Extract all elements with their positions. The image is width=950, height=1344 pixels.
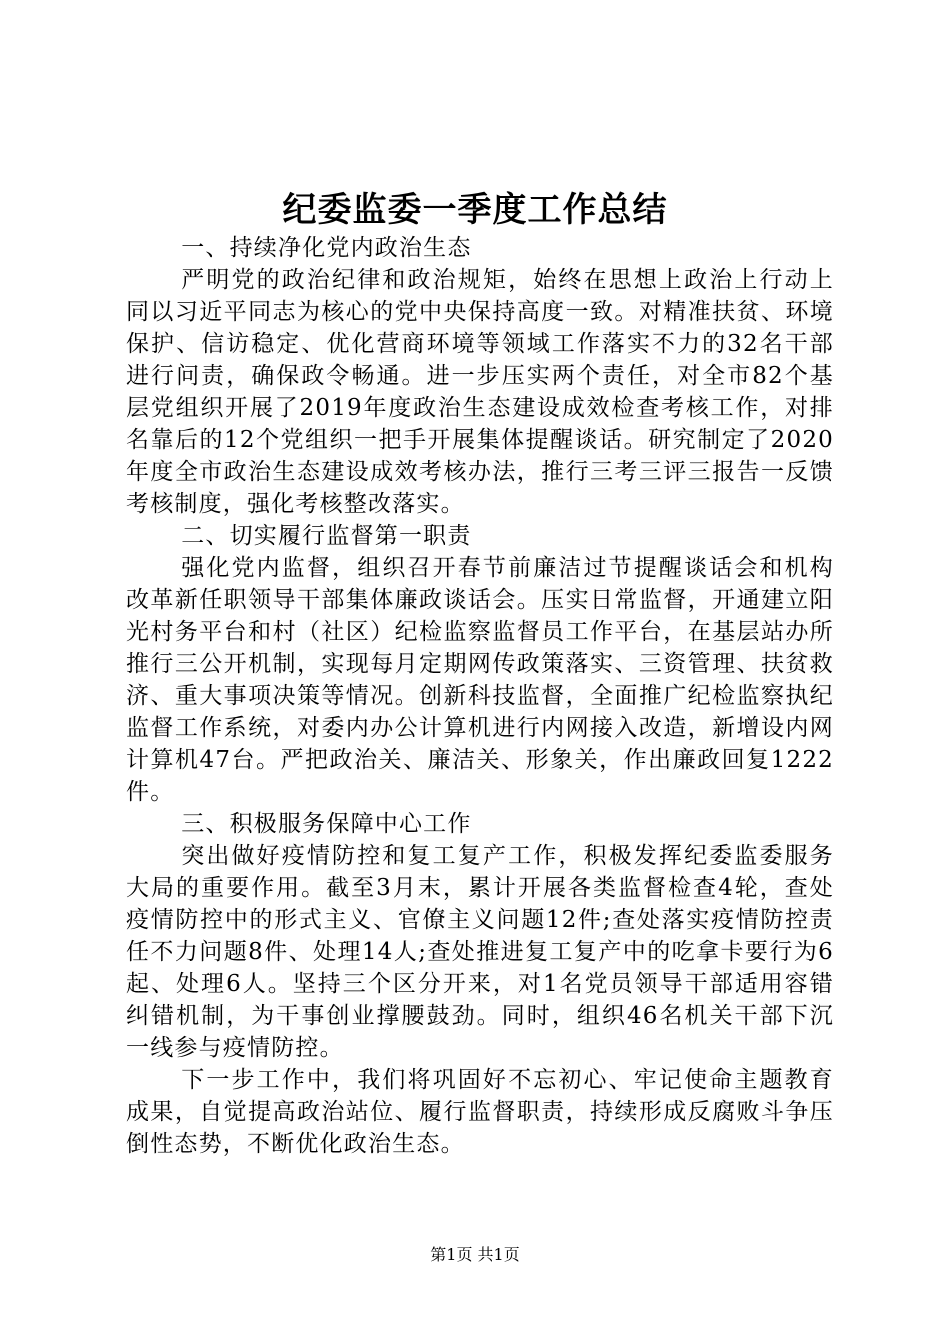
section-2-paragraph-1: 强化党内监督，组织召开春节前廉洁过节提醒谈话会和机构改革新任职领导干部集体廉政谈话会。压实日常监督，开通建立阳光村务平台和村（社区）纪检监察监督员工作平台，在基层站办所推行三公开机制，实现每月定期网传政策落实、三资管理、扶贫救济、重大事项决策等情况。创新科技监督，全面推广纪检监察执纪监督工作系统，对委内办公计算机进行内网接入改造，新增设内网计算机47台。严把政治关、廉洁关、形象关，作出廉政回复1222件。: [126, 555, 834, 805]
section-heading-2: 二、切实履行监督第一职责: [181, 523, 472, 549]
section-heading-1: 一、持续净化党内政治生态: [181, 235, 472, 261]
section-1-paragraph-1: 严明党的政治纪律和政治规矩，始终在思想上政治上行动上同以习近平同志为核心的党中央保持高度一致。对精准扶贫、环境保护、信访稳定、优化营商环境等领域工作落实不力的32名干部进行问责，确保政令畅通。进一步压实两个责任，对全市82个基层党组织开展了2019年度政治生态建设成效检查考核工作，对排名靠后的12个党组织一把手开展集体提醒谈话。研究制定了2020年度全市政治生态建设成效考核办法，推行三考三评三报告一反馈考核制度，强化考核整改落实。: [126, 267, 834, 517]
page-footer: 第1页 共1页: [430, 1245, 520, 1264]
section-3-paragraph-1: 突出做好疫情防控和复工复产工作，积极发挥纪委监委服务大局的重要作用。截至3月末，累计开展各类监督检查4轮，查处疫情防控中的形式主义、官僚主义问题12件;查处落实疫情防控责任不力问题8件、处理14人;查处推进复工复产中的吃拿卡要行为6起、处理6人。坚持三个区分开来，对1名党员领导干部适用容错纠错机制，为干事创业撑腰鼓劲。同时，组织46名机关干部下沉一线参与疫情防控。: [126, 843, 834, 1061]
document-body: [126, 232, 834, 1160]
section-heading-3: 三、积极服务保障中心工作: [181, 811, 472, 837]
closing-paragraph: 下一步工作中，我们将巩固好不忘初心、牢记使命主题教育成果，自觉提高政治站位、履行监督职责，持续形成反腐败斗争压倒性态势，不断优化政治生态。: [126, 1067, 834, 1157]
document-title: 纪委监委一季度工作总结: [282, 190, 668, 230]
